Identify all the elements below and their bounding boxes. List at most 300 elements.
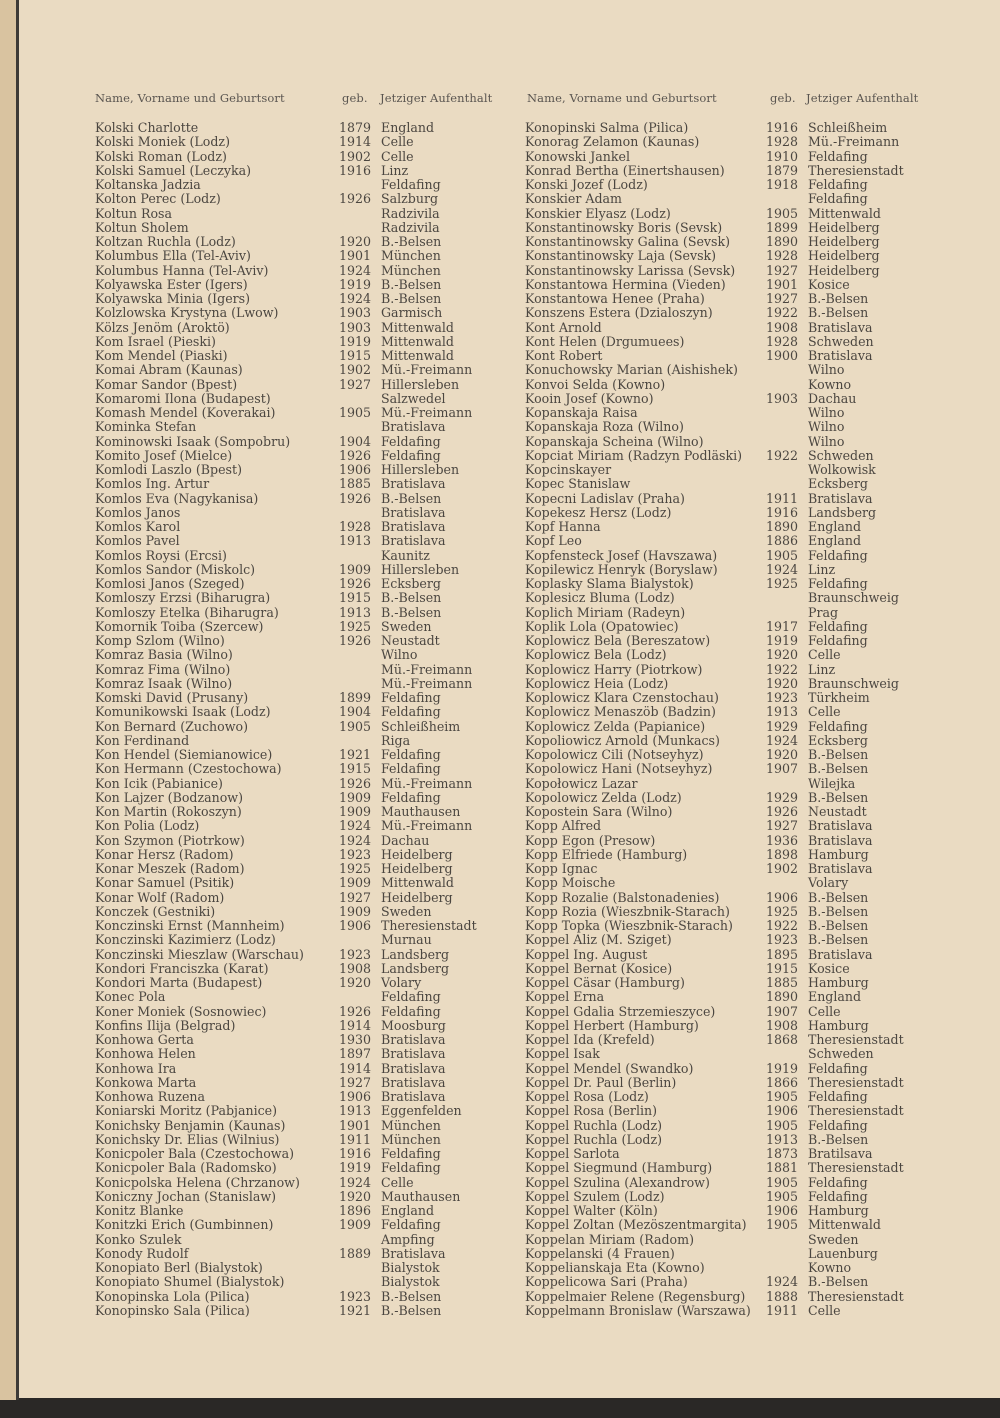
- entry-birth-year: 1929: [765, 718, 798, 734]
- entry-residence: Feldafing: [808, 1089, 868, 1104]
- entry-birth-year: 1922: [765, 447, 798, 463]
- entry-residence: B.-Belsen: [808, 291, 869, 306]
- entry-name: Komloszy Etelka (Biharugra): [95, 604, 279, 620]
- entry-birth-year: 1886: [765, 533, 798, 549]
- entry-residence: Neustadt: [381, 633, 440, 648]
- entry-residence: Bialystok: [381, 1274, 440, 1290]
- entry-residence: Bratislava: [381, 419, 446, 435]
- entry-name: Kopostein Sara (Wilno): [525, 804, 673, 819]
- entry-name: Konhowa Ira: [95, 1060, 177, 1076]
- entry-residence: Heidelberg: [808, 219, 880, 235]
- entry-residence: Bratislava: [381, 476, 446, 492]
- entry-birth-year: 1920: [765, 675, 798, 691]
- entry-residence: Feldafing: [381, 690, 441, 705]
- entry-name: Konopinsko Sala (Pilica): [95, 1302, 250, 1318]
- entry-residence: B.-Belsen: [808, 918, 869, 933]
- entry-name: Kon Hermann (Czestochowa): [95, 761, 282, 777]
- entry-residence: England: [381, 120, 435, 135]
- entry-name: Konicpoler Bala (Czestochowa): [95, 1146, 294, 1161]
- entry-birth-year: 1904: [338, 433, 371, 449]
- entry-name: Koplowicz Zelda (Papianice): [525, 718, 706, 734]
- entry-residence: Schleißheim: [808, 120, 888, 135]
- entry-birth-year: 1908: [765, 319, 798, 335]
- entry-residence: Neustadt: [808, 804, 867, 819]
- entry-name: Kont Helen (Drgumuees): [525, 333, 685, 349]
- entry-birth-year: 1923: [338, 1288, 371, 1304]
- entry-name: Koppel Ing. August: [525, 946, 648, 962]
- entry-name: Komash Mendel (Koverakai): [95, 405, 276, 420]
- entry-residence: B.-Belsen: [381, 604, 442, 620]
- entry-name: Komunikowski Isaak (Lodz): [95, 704, 271, 720]
- entry-residence: Feldafing: [808, 1174, 868, 1190]
- entry-name: Kopec Stanislaw: [525, 476, 631, 492]
- entry-name: Koppel Szulem (Lodz): [525, 1188, 665, 1204]
- entry-name: Kopp Moische: [525, 875, 616, 891]
- entry-residence: Celle: [808, 1302, 841, 1318]
- entry-name: Konhowa Helen: [95, 1046, 196, 1062]
- entry-residence: B.-Belsen: [808, 889, 869, 905]
- entry-residence: Kosice: [808, 276, 850, 292]
- entry-birth-year: 1916: [765, 504, 798, 520]
- entry-residence: Hillersleben: [381, 561, 460, 577]
- entry-name: Kölzs Jenöm (Aroktö): [95, 319, 230, 335]
- entry-birth-year: 1902: [338, 362, 371, 378]
- entry-residence: Schweden: [808, 333, 874, 349]
- entry-residence: Heidelberg: [381, 889, 453, 905]
- entry-name: Konowski Jankel: [525, 148, 631, 164]
- entry-birth-year: 1909: [338, 804, 371, 819]
- entry-residence: Heidelberg: [808, 234, 880, 249]
- entry-name: Koppel Cäsar (Hamburg): [525, 975, 685, 990]
- entry-residence: Wilno: [381, 647, 418, 663]
- entry-residence: Mauthausen: [381, 1188, 461, 1204]
- entry-name: Koppel Bernat (Kosice): [525, 960, 673, 976]
- entry-name: Koppel Herbert (Hamburg): [525, 1017, 699, 1033]
- entry-residence: Theresienstadt: [808, 1074, 904, 1090]
- entry-name: Komlodi Laszlo (Bpest): [95, 462, 242, 477]
- entry-birth-year: 1936: [765, 832, 798, 848]
- entry-name: Konkowa Marta: [95, 1074, 197, 1090]
- entry-name: Komar Sandor (Bpest): [95, 376, 238, 392]
- entry-name: Koppel Zoltan (Mezöszentmargita): [525, 1217, 747, 1233]
- entry-residence: Mittenwald: [381, 319, 454, 335]
- entry-residence: Landsberg: [381, 960, 450, 976]
- entry-name: Konhowa Ruzena: [95, 1089, 206, 1104]
- entry-residence: Radzivila: [381, 205, 440, 221]
- entry-name: Koppel Szulina (Alexandrow): [525, 1174, 710, 1190]
- entry-birth-year: 1915: [338, 761, 371, 777]
- entry-birth-year: 1922: [765, 661, 798, 677]
- entry-residence: Wilejka: [808, 775, 856, 791]
- entry-birth-year: 1928: [765, 134, 798, 150]
- entry-birth-year: 1902: [338, 148, 371, 164]
- entry-name: Konichsky Benjamin (Kaunas): [95, 1117, 286, 1133]
- entry-birth-year: 1925: [338, 861, 371, 876]
- entry-birth-year: 1927: [338, 376, 371, 392]
- entry-residence: Hamburg: [808, 975, 869, 990]
- entry-name: Kolyawska Ester (Igers): [95, 276, 248, 292]
- entry-residence: Landsberg: [381, 946, 450, 962]
- entry-residence: Hillersleben: [381, 462, 460, 477]
- entry-name: Konar Samuel (Psitik): [95, 875, 235, 891]
- entry-name: Koppel Ruchla (Lodz): [525, 1131, 663, 1147]
- underlying-page-edge: [0, 0, 16, 1400]
- entry-residence: München: [381, 1131, 441, 1147]
- entry-name: Koplasky Slama Bialystok): [525, 576, 694, 591]
- entry-name: Komai Abram (Kaunas): [95, 362, 243, 378]
- entry-residence: B.-Belsen: [381, 1302, 442, 1318]
- entry-name: Konstantowa Hermina (Vieden): [525, 276, 726, 292]
- entry-birth-year: 1905: [765, 1117, 798, 1133]
- entry-residence: Celle: [381, 134, 414, 150]
- entry-birth-year: 1890: [765, 989, 798, 1005]
- entry-birth-year: 1905: [338, 405, 371, 420]
- entry-name: Konskier Adam: [525, 191, 622, 207]
- entry-birth-year: 1926: [338, 775, 371, 791]
- entry-name: Koppelmann Bronislaw (Warszawa): [525, 1302, 751, 1318]
- entry-name: Kon Icik (Pabianice): [95, 775, 223, 791]
- entry-name: Komp Szlom (Wilno): [95, 633, 225, 648]
- entry-residence: Bratislava: [808, 861, 873, 876]
- entry-birth-year: 1905: [765, 1174, 798, 1190]
- entry-birth-year: 1908: [765, 1017, 798, 1033]
- entry-birth-year: 1907: [765, 1003, 798, 1019]
- header-place-left: Jetziger Aufenthalt: [380, 91, 493, 105]
- entry-residence: Hamburg: [808, 1017, 869, 1033]
- entry-name: Komlosi Janos (Szeged): [95, 576, 245, 591]
- entry-birth-year: 1916: [765, 120, 798, 135]
- entry-residence: Bratislava: [808, 832, 873, 848]
- entry-residence: Bratislava: [381, 533, 446, 549]
- entry-residence: B.-Belsen: [381, 590, 442, 606]
- entry-birth-year: 1921: [338, 1302, 371, 1318]
- entry-name: Koplesicz Bluma (Lodz): [525, 590, 675, 606]
- entry-residence: Braunschweig: [808, 675, 899, 691]
- entry-residence: Theresienstadt: [808, 1032, 904, 1047]
- entry-birth-year: 1925: [765, 903, 798, 919]
- entry-residence: Bratislava: [808, 490, 873, 506]
- entry-residence: Mittenwald: [381, 875, 454, 891]
- entry-residence: Wolkowisk: [808, 462, 876, 477]
- entry-residence: Heidelberg: [381, 861, 453, 876]
- entry-residence: Feldafing: [808, 1117, 868, 1133]
- entry-name: Koppel Rosa (Berlin): [525, 1103, 658, 1119]
- entry-birth-year: 1909: [338, 561, 371, 577]
- entry-name: Konstantinowsky Boris (Sevsk): [525, 219, 723, 235]
- entry-birth-year: 1915: [765, 960, 798, 976]
- entry-name: Konczek (Gestniki): [95, 903, 216, 919]
- entry-birth-year: 1913: [765, 1131, 798, 1147]
- entry-residence: Ecksberg: [808, 476, 868, 492]
- entry-residence: Türkheim: [808, 690, 870, 705]
- entry-birth-year: 1923: [338, 946, 371, 962]
- entry-birth-year: 1895: [765, 946, 798, 962]
- header-name-left: Name, Vorname und Geburtsort: [95, 91, 285, 105]
- entry-name: Kolumbus Hanna (Tel-Aviv): [95, 262, 269, 278]
- entry-residence: Hillersleben: [381, 376, 460, 392]
- entry-name: Kominka Stefan: [95, 419, 197, 435]
- entry-residence: Bratislava: [381, 519, 446, 534]
- entry-residence: B.-Belsen: [808, 761, 869, 777]
- entry-name: Konar Meszek (Radom): [95, 861, 245, 876]
- entry-residence: Feldafing: [381, 177, 441, 192]
- entry-birth-year: 1924: [765, 1274, 798, 1290]
- entry-birth-year: 1914: [338, 134, 371, 150]
- entry-name: Kopolowicz Zelda (Lodz): [525, 789, 682, 805]
- entry-name: Komornik Toiba (Szercew): [95, 618, 264, 634]
- entry-name: Konopiato Berl (Bialystok): [95, 1260, 263, 1275]
- entry-birth-year: 1925: [338, 618, 371, 634]
- entry-name: Konicpoler Bala (Radomsko): [95, 1160, 277, 1176]
- entry-residence: Sweden: [381, 618, 432, 634]
- entry-residence: Eggenfelden: [381, 1103, 462, 1119]
- entry-birth-year: 1927: [765, 818, 798, 834]
- entry-name: Komlos Pavel: [95, 533, 180, 549]
- entry-name: Kom Mendel (Piaski): [95, 348, 228, 363]
- entry-residence: Feldafing: [808, 1060, 868, 1076]
- entry-name: Koppelanski (4 Frauen): [525, 1245, 675, 1261]
- entry-birth-year: 1927: [338, 889, 371, 905]
- entry-residence: Theresienstadt: [808, 1103, 904, 1119]
- entry-residence: B.-Belsen: [381, 490, 442, 506]
- entry-residence: Kaunitz: [381, 547, 430, 563]
- entry-residence: Salzburg: [381, 191, 439, 207]
- entry-birth-year: 1924: [765, 732, 798, 748]
- entry-residence: Feldafing: [808, 576, 868, 591]
- entry-birth-year: 1914: [338, 1017, 371, 1033]
- entry-residence: Wilno: [808, 433, 845, 449]
- entry-name: Koppel Siegmund (Hamburg): [525, 1160, 713, 1176]
- entry-name: Konitzki Erich (Gumbinnen): [95, 1217, 274, 1233]
- entry-residence: Mittenwald: [381, 333, 454, 349]
- entry-name: Komlos Janos: [95, 504, 181, 520]
- entry-residence: Celle: [381, 148, 414, 164]
- entry-birth-year: 1909: [338, 789, 371, 805]
- entry-residence: Heidelberg: [808, 262, 880, 278]
- entry-residence: Feldafing: [381, 989, 441, 1005]
- entry-residence: B.-Belsen: [808, 747, 869, 762]
- entry-birth-year: 1889: [338, 1245, 371, 1261]
- entry-name: Kopp Alfred: [525, 818, 602, 834]
- entry-name: Koniczny Jochan (Stanislaw): [95, 1188, 277, 1204]
- entry-residence: Bratislava: [808, 348, 873, 363]
- entry-residence: B.-Belsen: [808, 1131, 869, 1147]
- entry-name: Kopf Leo: [525, 533, 582, 549]
- entry-name: Koppel Erna: [525, 989, 605, 1005]
- entry-residence: Bratislava: [808, 946, 873, 962]
- entry-birth-year: 1903: [338, 305, 371, 321]
- entry-birth-year: 1905: [765, 1217, 798, 1233]
- entry-birth-year: 1920: [338, 234, 371, 249]
- entry-residence: Bratislava: [381, 1060, 446, 1076]
- entry-name: Kon Ferdinand: [95, 732, 190, 748]
- entry-name: Konvoi Selda (Kowno): [525, 376, 666, 392]
- entry-birth-year: 1868: [765, 1032, 798, 1047]
- entry-residence: Mü.-Freimann: [381, 775, 473, 791]
- entry-name: Kopciat Miriam (Radzyn Podläski): [525, 447, 743, 463]
- entry-residence: England: [808, 989, 862, 1005]
- entry-birth-year: 1911: [765, 490, 798, 506]
- entry-residence: Sweden: [381, 903, 432, 919]
- entry-name: Konszens Estera (Dzialoszyn): [525, 305, 713, 321]
- entry-residence: Celle: [381, 1174, 414, 1190]
- entry-name: Komlos Eva (Nagykanisa): [95, 490, 259, 506]
- entry-residence: England: [808, 519, 862, 534]
- entry-residence: Dachau: [808, 390, 857, 406]
- entry-residence: Wilno: [808, 362, 845, 378]
- entry-birth-year: 1918: [765, 177, 798, 192]
- entry-birth-year: 1881: [765, 1160, 798, 1176]
- entry-birth-year: 1926: [765, 804, 798, 819]
- entry-name: Komlos Roysi (Ercsi): [95, 547, 227, 563]
- entry-residence: Mü.-Freimann: [808, 134, 900, 150]
- entry-birth-year: 1911: [338, 1131, 371, 1147]
- entry-name: Kopekesz Hersz (Lodz): [525, 504, 672, 520]
- entry-residence: Lauenburg: [808, 1245, 878, 1261]
- entry-name: Koppelan Miriam (Radom): [525, 1231, 694, 1247]
- entry-name: Kopilewicz Henryk (Boryslaw): [525, 561, 718, 577]
- entry-name: Kolton Perec (Lodz): [95, 191, 221, 207]
- entry-birth-year: 1926: [338, 191, 371, 207]
- entry-residence: Celle: [808, 704, 841, 720]
- entry-name: Kolumbus Ella (Tel-Aviv): [95, 248, 251, 264]
- entry-birth-year: 1913: [338, 604, 371, 620]
- entry-birth-year: 1919: [765, 1060, 798, 1076]
- entry-birth-year: 1917: [765, 618, 798, 634]
- entry-name: Kont Arnold: [525, 319, 602, 335]
- entry-residence: B.-Belsen: [808, 932, 869, 948]
- entry-birth-year: 1916: [338, 1146, 371, 1161]
- entry-name: Koplik Lola (Opatowiec): [525, 618, 679, 634]
- entry-birth-year: 1929: [765, 789, 798, 805]
- entry-birth-year: 1909: [338, 903, 371, 919]
- entry-residence: Feldafing: [381, 789, 441, 805]
- entry-name: Koppel Walter (Köln): [525, 1203, 658, 1218]
- entry-birth-year: 1904: [338, 704, 371, 720]
- entry-residence: Wilno: [808, 419, 845, 435]
- entry-birth-year: 1896: [338, 1203, 371, 1218]
- header-place-right: Jetziger Aufenthalt: [806, 91, 919, 105]
- entry-birth-year: 1913: [338, 1103, 371, 1119]
- entry-name: Kopanskaja Scheina (Wilno): [525, 433, 704, 449]
- entry-name: Koppel Ida (Krefeld): [525, 1032, 655, 1047]
- entry-birth-year: 1901: [338, 1117, 371, 1133]
- entry-residence: Bratilsava: [808, 1146, 873, 1161]
- entry-residence: Sweden: [808, 1231, 859, 1247]
- entry-residence: Volary: [808, 875, 849, 891]
- entry-name: Kon Lajzer (Bodzanow): [95, 789, 243, 805]
- header-year-right: geb.: [770, 91, 796, 105]
- entry-name: Kopanskaja Raisa: [525, 405, 638, 420]
- entry-birth-year: 1913: [765, 704, 798, 720]
- entry-residence: B.-Belsen: [381, 291, 442, 306]
- entry-birth-year: 1879: [765, 162, 798, 178]
- entry-birth-year: 1901: [765, 276, 798, 292]
- entry-name: Konec Pola: [95, 989, 166, 1005]
- entry-birth-year: 1928: [765, 333, 798, 349]
- entry-name: Konstantinowsky Galina (Sevsk): [525, 234, 731, 249]
- entry-name: Koniarski Moritz (Pabjanice): [95, 1103, 278, 1119]
- entry-name: Kopolowicz Cili (Notseyhyz): [525, 747, 704, 762]
- entry-residence: Braunschweig: [808, 590, 899, 606]
- entry-name: Konhowa Gerta: [95, 1032, 194, 1047]
- entry-birth-year: 1924: [338, 291, 371, 306]
- entry-birth-year: 1914: [338, 1060, 371, 1076]
- entry-name: Komlos Karol: [95, 519, 181, 534]
- entry-residence: Theresienstadt: [808, 1288, 904, 1304]
- entry-birth-year: 1866: [765, 1074, 798, 1090]
- entry-birth-year: 1903: [765, 390, 798, 406]
- entry-name: Konczinski Ernst (Mannheim): [95, 918, 285, 933]
- entry-residence: Feldafing: [381, 761, 441, 777]
- entry-birth-year: 1909: [338, 1217, 371, 1233]
- entry-name: Konczinski Kazimierz (Lodz): [95, 932, 276, 948]
- entry-residence: Schweden: [808, 447, 874, 463]
- entry-residence: England: [808, 533, 862, 549]
- entry-birth-year: 1909: [338, 875, 371, 891]
- entry-birth-year: 1920: [338, 1188, 371, 1204]
- entry-birth-year: 1923: [338, 846, 371, 862]
- entry-birth-year: 1905: [338, 718, 371, 734]
- entry-name: Kopcinskayer: [525, 462, 612, 477]
- entry-residence: München: [381, 262, 441, 278]
- entry-name: Kopp Egon (Presow): [525, 832, 656, 848]
- entry-residence: Feldafing: [808, 547, 868, 563]
- entry-name: Kopp Elfriede (Hamburg): [525, 846, 688, 862]
- entry-birth-year: 1924: [765, 561, 798, 577]
- entry-birth-year: 1898: [765, 846, 798, 862]
- entry-name: Koplowicz Menaszöb (Badzin): [525, 704, 716, 720]
- entry-name: Koppelianskaja Eta (Kowno): [525, 1260, 705, 1275]
- entry-residence: Bratislava: [808, 818, 873, 834]
- entry-residence: Ecksberg: [808, 732, 868, 748]
- entry-name: Kondori Marta (Budapest): [95, 975, 263, 990]
- entry-name: Kopoliowicz Arnold (Munkacs): [525, 732, 720, 748]
- entry-residence: Volary: [381, 975, 422, 990]
- entry-birth-year: 1923: [765, 690, 798, 705]
- entry-residence: München: [381, 1117, 441, 1133]
- entry-residence: Hamburg: [808, 846, 869, 862]
- entry-residence: Kosice: [808, 960, 850, 976]
- entry-residence: Feldafing: [808, 618, 868, 634]
- entry-birth-year: 1910: [765, 148, 798, 164]
- entry-birth-year: 1920: [765, 747, 798, 762]
- entry-residence: Heidelberg: [808, 248, 880, 264]
- entry-birth-year: 1922: [765, 305, 798, 321]
- entry-residence: Landsberg: [808, 504, 877, 520]
- entry-residence: Mittenwald: [808, 205, 881, 221]
- entry-name: Koppel Isak: [525, 1046, 600, 1062]
- entry-residence: Dachau: [381, 832, 430, 848]
- entry-birth-year: 1924: [338, 818, 371, 834]
- entry-birth-year: 1919: [338, 333, 371, 349]
- entry-name: Konfins Ilija (Belgrad): [95, 1017, 236, 1033]
- entry-birth-year: 1925: [765, 576, 798, 591]
- entry-residence: Feldafing: [381, 1003, 441, 1019]
- entry-birth-year: 1927: [765, 262, 798, 278]
- entry-name: Kopolowicz Hani (Notseyhyz): [525, 761, 713, 777]
- entry-residence: Bratislava: [381, 1032, 446, 1047]
- entry-residence: Theresienstadt: [808, 1160, 904, 1176]
- entry-residence: Linz: [381, 162, 409, 178]
- entry-residence: Bratislava: [381, 1089, 446, 1104]
- entry-birth-year: 1906: [765, 889, 798, 905]
- entry-name: Kon Bernard (Zuchowo): [95, 718, 248, 734]
- entry-name: Konstantinowsky Larissa (Sevsk): [525, 262, 736, 278]
- entry-name: Kopecni Ladislav (Praha): [525, 490, 685, 506]
- entry-birth-year: 1915: [338, 348, 371, 363]
- entry-residence: Mü.-Freimann: [381, 405, 473, 420]
